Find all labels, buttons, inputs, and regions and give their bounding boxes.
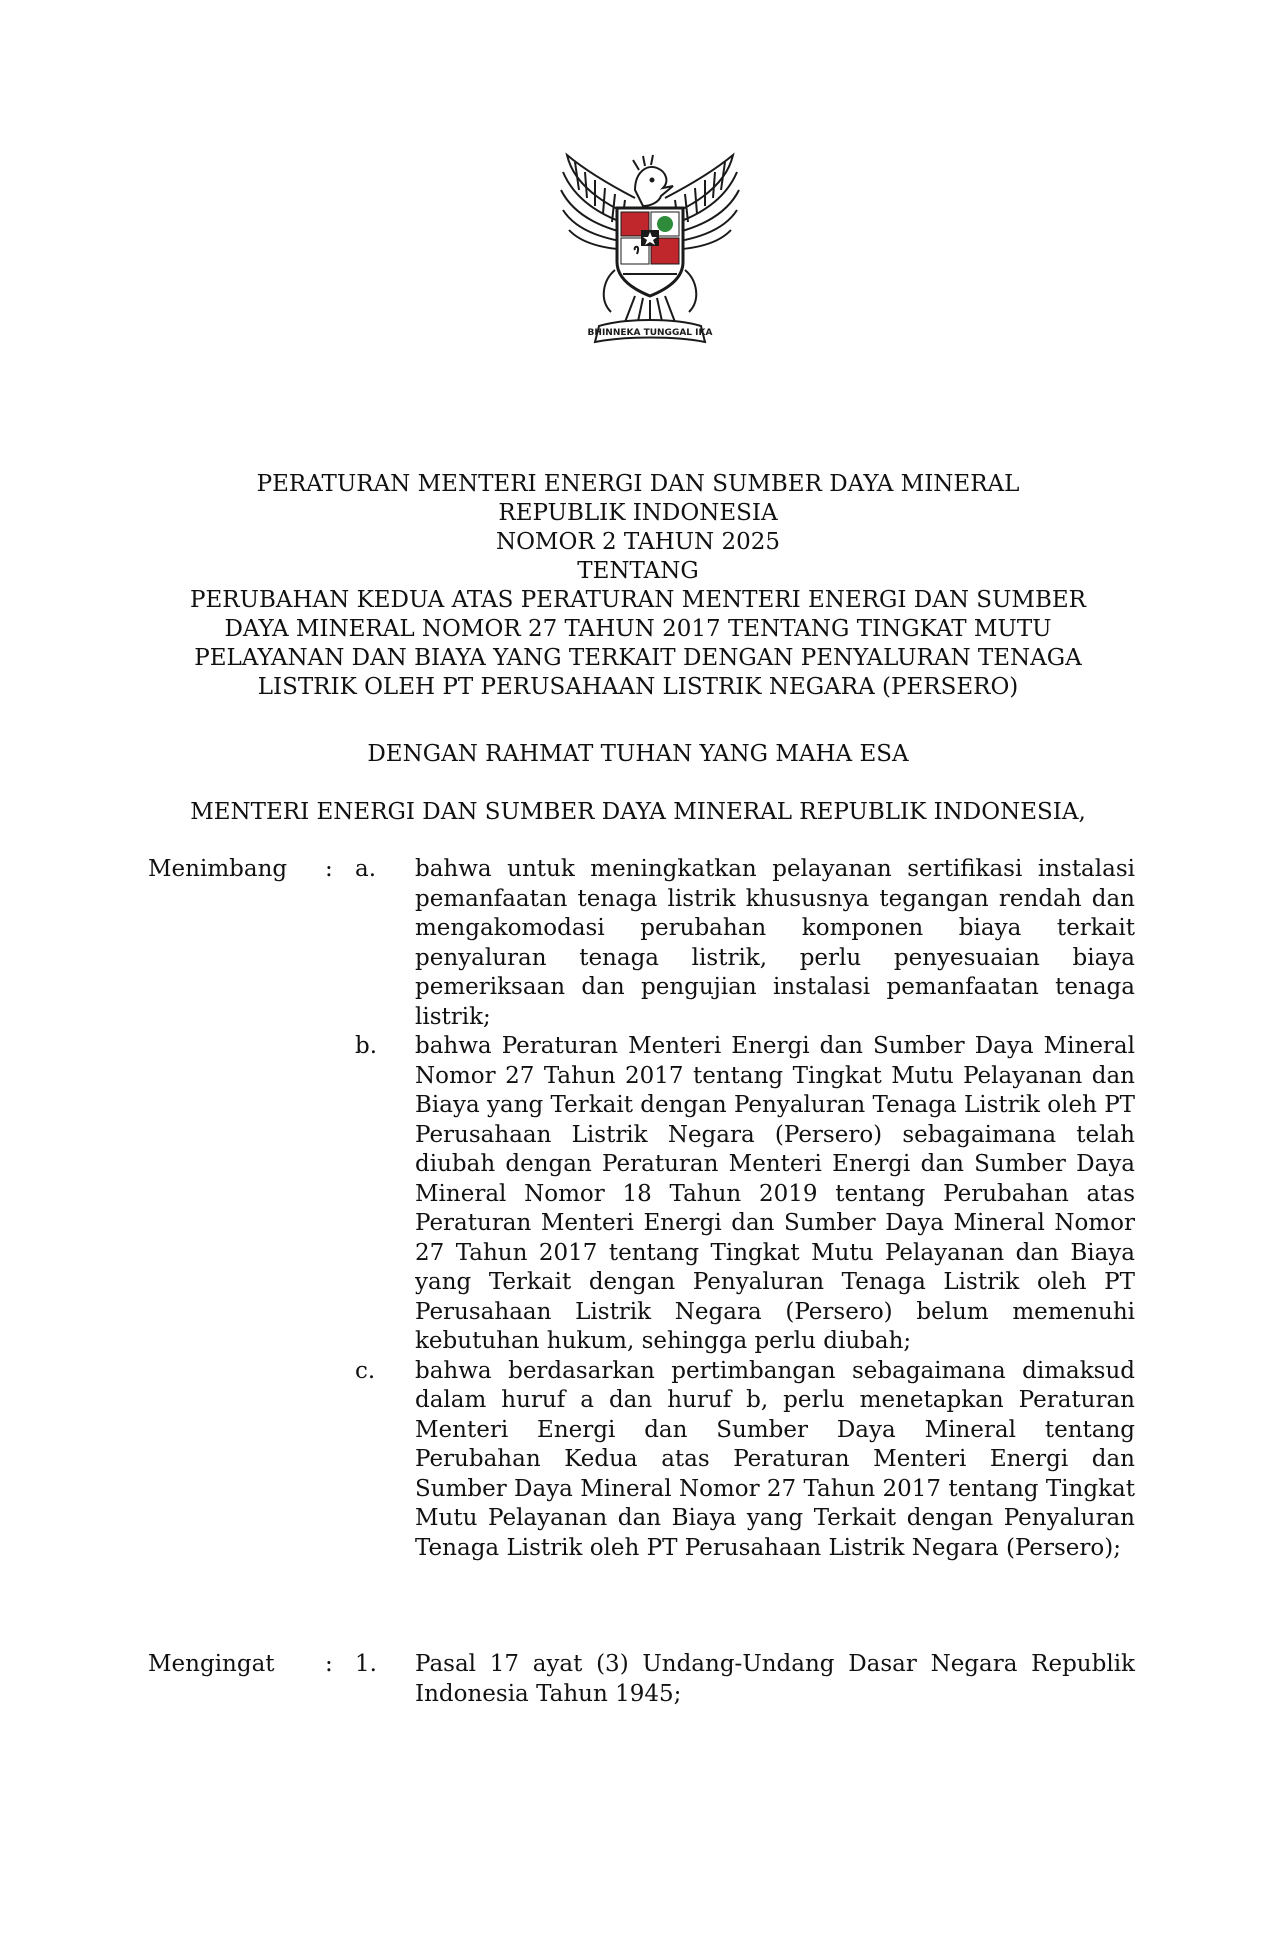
pancasila-shield [617,208,683,296]
mengingat-label: Mengingat [148,1651,275,1677]
garuda-head [633,155,673,206]
mengingat-item-1 [355,1650,1135,1709]
item-text: Pasal 17 ayat (3) Undang-Undang Dasar Negara Republik Indonesia Tahun 1945; [415,1651,1135,1707]
item-letter: b. [355,1033,378,1059]
item-text: bahwa untuk meningkatkan pelayanan sertifikasi instalasi pemanfaatan tenaga listrik khususnya tegangan rendah dan mengakomodasi perubahan komponen biaya terkait penyaluran tenaga listrik, perlu penyesuaian biaya pemeriksaan dan pengujian instalasi pemanfaatan tenaga listrik; [415,856,1135,1030]
mengingat-colon: : [325,1651,333,1677]
menteri-line: MENTERI ENERGI DAN SUMBER DAYA MINERAL REPUBLIK INDONESIA, [190,799,1086,825]
motto-text: BHINNEKA TUNGGAL IKA [587,328,713,338]
menimbang-label: Menimbang [148,856,288,882]
menimbang-colon: : [325,856,333,882]
title-line: PERUBAHAN KEDUA ATAS PERATURAN MENTERI ENERGI DAN SUMBER [189,587,1086,613]
mengingat-section [148,1650,1133,1709]
title-line: PELAYANAN DAN BIAYA YANG TERKAIT DENGAN PENYALURAN TENAGA [194,645,1082,671]
garuda-emblem-icon [555,150,745,350]
item-number: 1. [355,1651,377,1677]
menimbang-item-a [355,855,1135,1032]
item-letter: a. [355,856,377,882]
item-text: bahwa berdasarkan pertimbangan sebagaimana dimaksud dalam huruf a dan huruf b, perlu menetapkan Peraturan Menteri Energi dan Sumber Daya Mineral tentang Perubahan Kedua atas Peraturan Menteri Energi dan Sumber Daya Mineral Nomor 27 Tahun 2017 tentang Tingkat Mutu Pelayanan dan Biaya yang Terkait dengan Penyaluran Tenaga Listrik oleh PT Perusahaan Listrik Negara (Persero); [415,1357,1135,1561]
motto-ribbon [588,320,713,342]
menimbang-item-c [355,1357,1135,1564]
title-line: NOMOR 2 TAHUN 2025 [495,529,781,555]
title-line: LISTRIK OLEH PT PERUSAHAAN LISTRIK NEGARA (PERSERO) [257,674,1019,700]
rahmat-line: DENGAN RAHMAT TUHAN YANG MAHA ESA [367,741,909,767]
item-letter: c. [355,1357,376,1384]
regulation-title [140,470,1136,702]
title-line: REPUBLIK INDONESIA [498,500,778,526]
menimbang-item-b [355,1032,1135,1357]
item-text: bahwa Peraturan Menteri Energi dan Sumber Daya Mineral Nomor 27 Tahun 2017 tentang Tingkat Mutu Pelayanan dan Biaya yang Terkait dengan Penyaluran Tenaga Listrik oleh PT Perusahaan Listrik Negara (Persero) sebagaimana telah diubah dengan Peraturan Menteri Energi dan Sumber Daya Mineral Nomor 18 Tahun 2019 tentang Perubahan atas Peraturan Menteri Energi dan Sumber Daya Mineral Nomor 27 Tahun 2017 tentang Tingkat Mutu Pelayanan dan Biaya yang Terkait dengan Penyaluran Tenaga Listrik oleh PT Perusahaan Listrik Negara (Persero) belum memenuhi kebutuhan hukum, sehingga perlu diubah; [415,1033,1136,1354]
title-line: TENTANG [577,558,699,584]
title-line: PERATURAN MENTERI ENERGI DAN SUMBER DAYA MINERAL [256,471,1020,497]
title-line: DAYA MINERAL NOMOR 27 TAHUN 2017 TENTANG TINGKAT MUTU [224,616,1052,642]
menimbang-section [148,855,1136,1563]
